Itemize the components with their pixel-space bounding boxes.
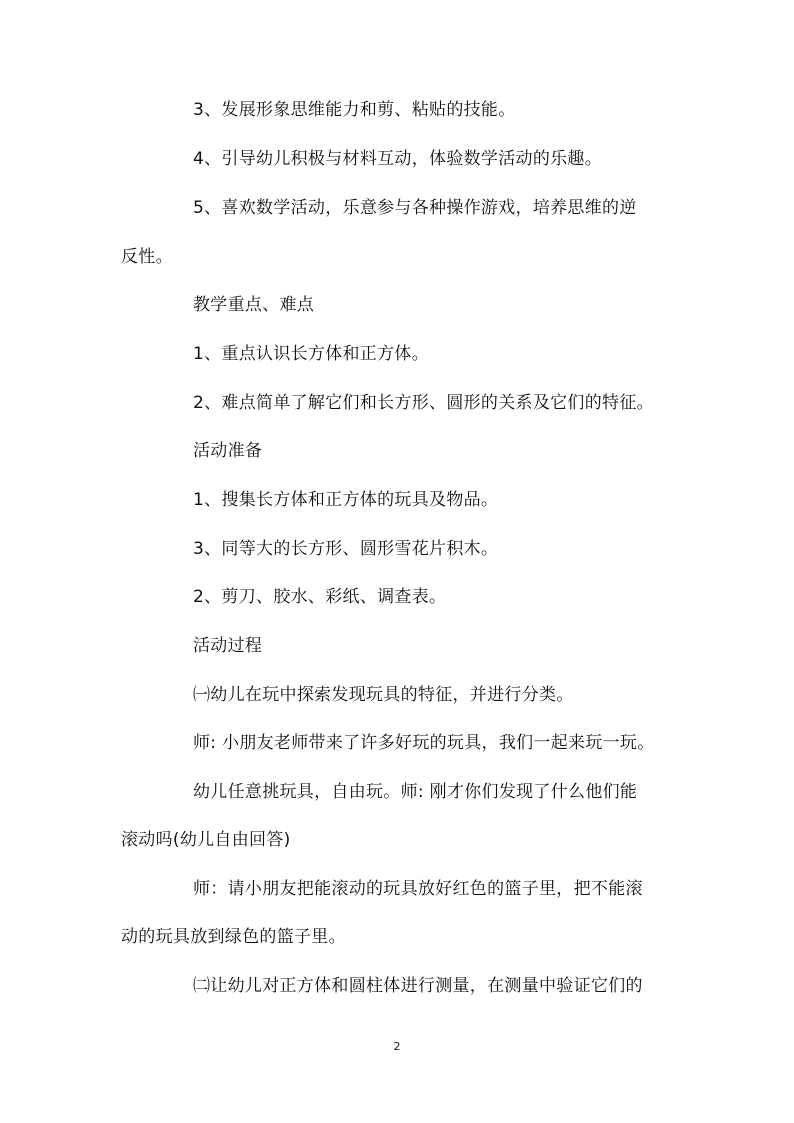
- text-line: 3、发展形象思维能力和剪、粘贴的技能。: [193, 100, 516, 120]
- page-number: 2: [393, 1040, 401, 1053]
- text-line: 幼儿任意挑玩具，自由玩。师: 刚才你们发现了什么他们能: [193, 782, 638, 802]
- text-line: 4、引导幼儿积极与材料互动，体验数学活动的乐趣。: [193, 149, 603, 169]
- text-line: 滚动吗(幼儿自由回答): [121, 830, 291, 850]
- text-line: 2、剪刀、胶水、彩纸、调查表。: [193, 587, 447, 607]
- section-heading: 活动过程: [193, 636, 263, 656]
- section-heading: 活动准备: [193, 441, 263, 461]
- section-heading: 教学重点、难点: [193, 295, 315, 315]
- text-line: 师: 小朋友老师带来了许多好玩的玩具，我们一起来玩一玩。: [193, 733, 655, 753]
- text-line: ㈠幼儿在玩中探索发现玩具的特征，并进行分类。: [193, 685, 574, 705]
- text-line: 反性。: [121, 247, 173, 267]
- text-line: 1、重点认识长方体和正方体。: [193, 344, 430, 364]
- text-line: 动的玩具放到绿色的篮子里。: [121, 927, 346, 947]
- text-line: 2、难点简单了解它们和长方形、圆形的关系及它们的特征。: [193, 393, 654, 413]
- text-line: 3、同等大的长方形、圆形雪花片积木。: [193, 539, 499, 559]
- text-line: 5、喜欢数学活动，乐意参与各种操作游戏，培养思维的逆: [193, 198, 637, 218]
- text-line: 1、搜集长方体和正方体的玩具及物品。: [193, 490, 499, 510]
- text-line: ㈡让幼儿对正方体和圆柱体进行测量，在测量中验证它们的: [193, 976, 643, 996]
- text-line: 师：请小朋友把能滚动的玩具放好红色的篮子里，把不能滚: [193, 879, 643, 899]
